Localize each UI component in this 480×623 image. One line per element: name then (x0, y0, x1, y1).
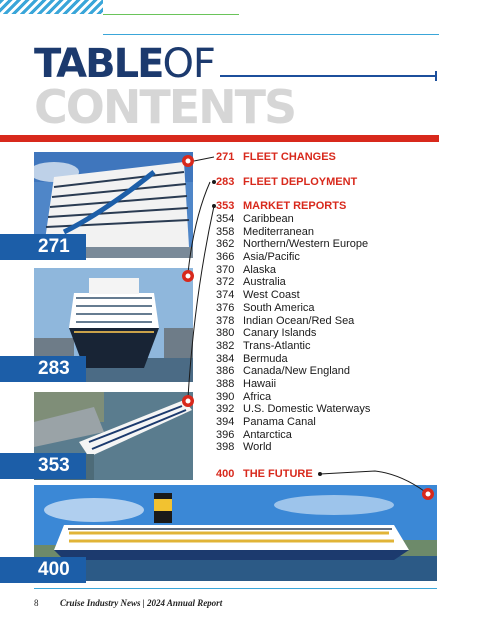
toc-page-number: 400 (216, 468, 235, 480)
toc-page-number: 396 (216, 428, 235, 441)
toc-page-number: 390 (216, 390, 235, 403)
toc-entry-label: Northern/Western Europe (243, 238, 369, 251)
list-item[interactable] (216, 391, 370, 404)
list-item[interactable] (216, 302, 370, 315)
list-item[interactable] (216, 441, 370, 454)
title-rule-cap (435, 71, 437, 81)
toc-page-number: 372 (216, 276, 235, 289)
toc-page-number: 386 (216, 365, 235, 378)
market-reports-list (216, 213, 370, 454)
toc-entry-label: U.S. Domestic Waterways (243, 403, 371, 416)
list-item[interactable] (216, 378, 370, 391)
toc-entry-label: Mediterranean (243, 225, 314, 238)
toc-page-number: 380 (216, 327, 235, 340)
toc-page-number: 362 (216, 238, 235, 251)
toc-entry-label: Asia/Pacific (243, 251, 300, 264)
toc-entry-fleet-changes[interactable] (216, 151, 336, 164)
toc-page-number: 392 (216, 403, 235, 416)
section-number-tab: 283 (0, 356, 86, 382)
toc-entry-label: Australia (243, 276, 286, 289)
header-rule-blue (103, 34, 439, 35)
toc-page-number: 384 (216, 352, 235, 365)
list-item[interactable] (216, 213, 370, 226)
section-number-tab: 353 (0, 453, 86, 479)
section-number-tab: 400 (0, 557, 86, 583)
list-item[interactable] (216, 289, 370, 302)
list-item[interactable] (216, 365, 370, 378)
header-rule-green (103, 14, 239, 15)
list-item[interactable] (216, 416, 370, 429)
toc-entry-label: West Coast (243, 289, 300, 302)
list-item[interactable] (216, 403, 370, 416)
toc-entry-label: Hawaii (243, 377, 277, 390)
toc-page-number: 398 (216, 441, 235, 454)
toc-page-number: 354 (216, 213, 235, 225)
toc-entry-label: South America (243, 301, 315, 314)
toc-entry-label: Bermuda (243, 352, 288, 365)
list-item[interactable] (216, 340, 370, 353)
list-item[interactable] (216, 264, 370, 277)
list-item[interactable] (216, 276, 370, 289)
toc-entry-label: Canary Islands (243, 327, 317, 340)
toc-entry-the-future[interactable] (216, 468, 313, 481)
toc-page-number: 358 (216, 225, 235, 238)
list-item[interactable] (216, 251, 370, 264)
toc-page-number: 366 (216, 251, 235, 264)
footer-rule (34, 588, 437, 589)
toc-entry-label: FLEET DEPLOYMENT (243, 176, 358, 188)
toc-entry-label: Alaska (243, 263, 277, 276)
toc-page-number: 394 (216, 416, 235, 428)
list-item[interactable] (216, 429, 370, 442)
toc-entry-label: Canada/New England (243, 365, 351, 378)
toc-entry-label: Indian Ocean/Red Sea (243, 314, 355, 327)
list-item[interactable] (216, 226, 370, 239)
toc-entry-label: World (243, 441, 272, 454)
page-title-line2: CONTENTS (34, 80, 296, 134)
list-item[interactable] (216, 353, 370, 366)
toc-page-number: 376 (216, 301, 235, 314)
toc-page-number: 370 (216, 263, 235, 276)
toc-page-number: 353 (216, 200, 235, 212)
toc-entry-label: Africa (243, 390, 272, 403)
page-title-line1 (34, 41, 215, 87)
section-number-tab: 271 (0, 234, 86, 260)
toc-page-number: 271 (216, 151, 235, 163)
toc-entry-label: Trans-Atlantic (243, 339, 311, 352)
list-item[interactable] (216, 327, 370, 340)
footer-publication: Cruise Industry News | 2024 Annual Report (60, 598, 223, 608)
title-rule (220, 75, 436, 77)
header-stripe-pattern (0, 0, 103, 14)
toc-entry-market-reports[interactable] (216, 200, 346, 213)
toc-entry-fleet-deployment[interactable] (216, 176, 357, 189)
list-item[interactable] (216, 315, 370, 328)
footer-page-number: 8 (34, 598, 39, 608)
toc-page-number: 382 (216, 339, 235, 352)
toc-page-number: 378 (216, 314, 235, 327)
toc-entry-label: Panama Canal (243, 416, 316, 428)
toc-page-number: 374 (216, 289, 235, 302)
toc-entry-label: FLEET CHANGES (243, 151, 336, 163)
toc-entry-label: THE FUTURE (243, 468, 313, 480)
toc-page-number: 283 (216, 176, 235, 188)
toc-entry-label: Antarctica (243, 428, 292, 441)
toc-entry-label: Caribbean (243, 213, 294, 225)
toc-page-number: 388 (216, 377, 235, 390)
red-divider-bar (0, 135, 439, 142)
toc-entry-label: MARKET REPORTS (243, 200, 347, 212)
title-table: TABLE (34, 41, 163, 87)
title-of: OF (162, 41, 215, 87)
list-item[interactable] (216, 238, 370, 251)
